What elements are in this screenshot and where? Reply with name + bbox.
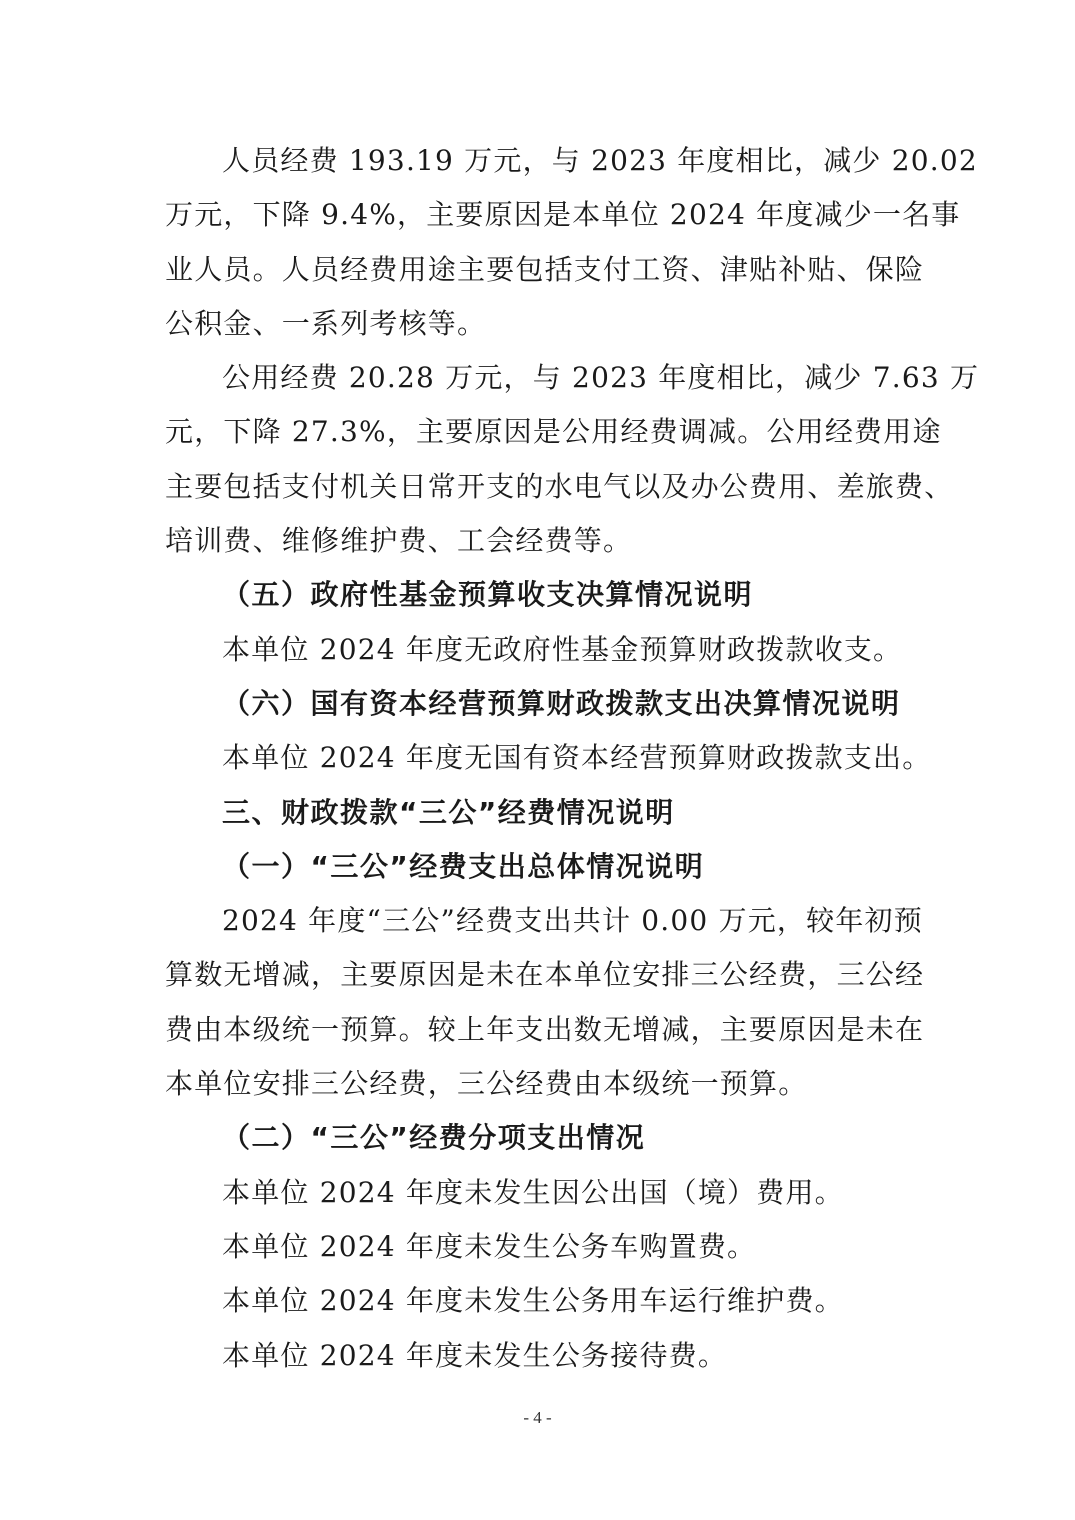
overall-paragraph-line: 本单位安排三公经费，三公经费由本级统一预算。 xyxy=(165,1067,808,1101)
section-heading-state-capital: （六）国有资本经营预算财政拨款支出决算情况说明 xyxy=(222,686,901,720)
public-expense-paragraph-line: 主要包括支付机关日常开支的水电气以及办公费用、差旅费、 xyxy=(165,469,954,503)
public-expense-paragraph-line: 培训费、维修维护费、工会经费等。 xyxy=(165,524,633,558)
personnel-expense-paragraph-line: 公积金、一系列考核等。 xyxy=(165,306,487,340)
overall-paragraph-line: 费由本级统一预算。较上年支出数无增减，主要原因是未在 xyxy=(165,1012,925,1046)
state-capital-paragraph: 本单位 2024 年度无国有资本经营预算财政拨款支出。 xyxy=(222,741,932,775)
section-heading-overall: （一）“三公”经费支出总体情况说明 xyxy=(222,849,705,883)
personnel-expense-paragraph-line: 万元，下降 9.4%，主要原因是本单位 2024 年度减少一名事 xyxy=(165,198,961,232)
page-number: - 4 - xyxy=(523,1408,552,1427)
personnel-expense-paragraph-line: 业人员。人员经费用途主要包括支付工资、津贴补贴、保险 xyxy=(165,252,925,286)
overall-paragraph-line: 2024 年度“三公”经费支出共计 0.00 万元，较年初预 xyxy=(222,904,923,938)
section-heading-government-fund: （五）政府性基金预算收支决算情况说明 xyxy=(222,578,754,612)
overall-paragraph-line: 算数无增减，主要原因是未在本单位安排三公经费，三公经 xyxy=(165,958,925,992)
itemized-paragraph-vehicle-operation: 本单位 2024 年度未发生公务用车运行维护费。 xyxy=(222,1284,844,1318)
itemized-paragraph-reception: 本单位 2024 年度未发生公务接待费。 xyxy=(222,1338,728,1372)
public-expense-paragraph-line: 元，下降 27.3%，主要原因是公用经费调减。公用经费用途 xyxy=(165,415,942,449)
itemized-paragraph-abroad: 本单位 2024 年度未发生因公出国（境）费用。 xyxy=(222,1175,844,1209)
government-fund-paragraph: 本单位 2024 年度无政府性基金预算财政拨款收支。 xyxy=(222,632,903,666)
chapter-heading-three-public: 三、财政拨款“三公”经费情况说明 xyxy=(222,795,675,829)
personnel-expense-paragraph-line: 人员经费 193.19 万元，与 2023 年度相比，减少 20.02 xyxy=(222,144,978,177)
document-body xyxy=(165,134,980,1383)
section-heading-itemized: （二）“三公”经费分项支出情况 xyxy=(222,1121,646,1155)
public-expense-paragraph-line: 公用经费 20.28 万元，与 2023 年度相比，减少 7.63 万 xyxy=(222,361,980,395)
itemized-paragraph-vehicle-purchase: 本单位 2024 年度未发生公务车购置费。 xyxy=(222,1229,757,1263)
